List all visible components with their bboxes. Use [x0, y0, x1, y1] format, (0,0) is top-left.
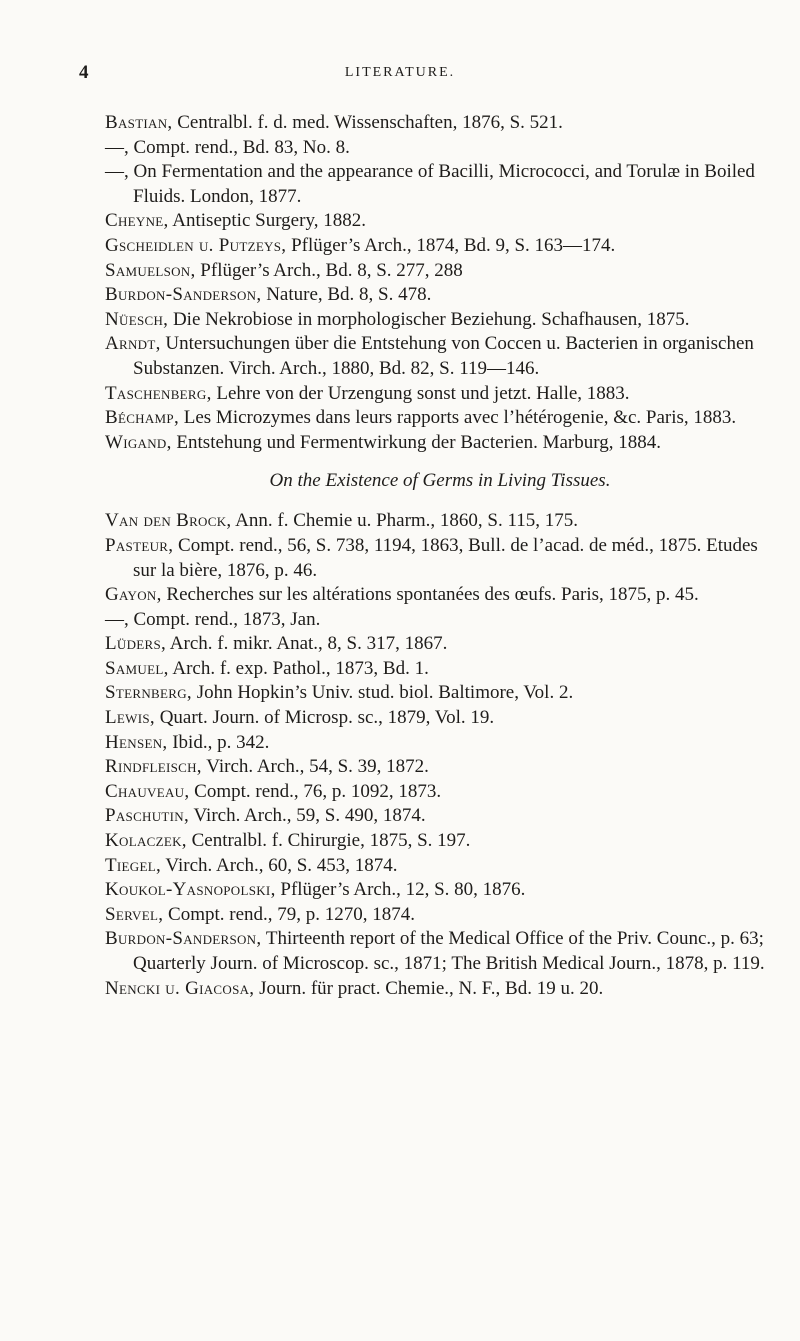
entry-author: Tiegel,	[105, 854, 161, 876]
entry-author: Samuel,	[105, 657, 169, 679]
bibliography-entry	[105, 608, 775, 633]
bibliography-entry	[105, 382, 775, 407]
entry-citation: Arch. f. mikr. Anat., 8, S. 317, 1867.	[166, 633, 448, 655]
entry-author: Van den Brock,	[105, 510, 232, 532]
bibliography-entry	[105, 431, 775, 456]
entry-author: Nencki u. Giacosa,	[105, 977, 255, 999]
entry-author: Gscheidlen u. Putzeys,	[105, 234, 287, 256]
entry-citation: Virch. Arch., 60, S. 453, 1874.	[161, 854, 398, 876]
entry-author: Paschutin,	[105, 805, 190, 827]
entry-author: Bastian,	[105, 112, 173, 133]
entry-author: Servel,	[105, 903, 164, 925]
entry-citation: Journ. für pract. Chemie., N. F., Bd. 19 u. 20.	[254, 977, 604, 999]
bibliography-entry	[105, 332, 775, 381]
entry-citation: Virch. Arch., 59, S. 490, 1874.	[189, 805, 426, 827]
entry-author: Hensen,	[105, 731, 168, 753]
entry-author: Chauveau,	[105, 780, 190, 802]
entry-author: Wigand,	[105, 431, 172, 453]
entry-citation: Virch. Arch., 54, S. 39, 1872.	[201, 756, 429, 778]
entry-citation: Thirteenth report of the Medical Office of the Priv. Counc., p. 63; Quarterly Journ. of Microscop. sc., 1871; The British Medical Journ., 1878, p. 119.	[133, 928, 765, 974]
bibliography-entry	[105, 829, 775, 854]
entry-citation: Compt. rend., 79, p. 1270, 1874.	[163, 903, 416, 925]
bibliography-entry	[105, 534, 775, 583]
bibliography-entry	[105, 706, 775, 731]
entry-author: Burdon-Sanderson,	[105, 928, 262, 950]
entry-citation: Les Microzymes dans leurs rapports avec l’hétérogenie, &c. Paris, 1883.	[179, 407, 737, 429]
section-heading: On the Existence of Germs in Living Tissues.	[269, 470, 611, 492]
entry-citation: Centralbl. f. Chirurgie, 1875, S. 197.	[186, 830, 471, 852]
entry-author: Gayon,	[105, 584, 162, 606]
bibliography-entry	[105, 878, 775, 903]
bibliography-entry	[105, 234, 775, 259]
entry-author: Rindfleisch,	[105, 756, 202, 778]
entry-citation: Untersuchungen über die Entstehung von Coccen u. Bacterien in organischen Substanzen. Virch. Arch., 1880, Bd. 82, S. 119—146.	[133, 333, 754, 379]
entry-author: Burdon-Sanderson,	[105, 284, 262, 306]
entry-citation: —, Compt. rend., Bd. 83, No. 8.	[105, 136, 350, 158]
bibliography-entry	[105, 657, 775, 682]
page-number: 4	[79, 62, 89, 83]
bibliography-entry	[105, 111, 775, 136]
bibliography-entry	[105, 755, 775, 780]
page-header	[0, 62, 800, 88]
entry-citation: Lehre von der Urzengung sonst und jetzt. Halle, 1883.	[211, 382, 630, 404]
entry-citation: Compt. rend., 56, S. 738, 1194, 1863, Bull. de l’acad. de méd., 1875. Etudes sur la bière, 1876, p. 46.	[133, 534, 758, 581]
bibliography	[105, 111, 775, 1001]
entry-author: Lewis,	[105, 707, 155, 729]
bibliography-entry	[105, 583, 775, 608]
bibliography-entry	[105, 903, 775, 928]
entry-author: Lüders,	[105, 633, 167, 655]
bibliography-entry	[105, 927, 775, 976]
entry-citation: —, Compt. rend., 1873, Jan.	[105, 608, 321, 630]
entry-citation: Pflüger’s Arch., 12, S. 80, 1876.	[275, 879, 526, 901]
entry-citation: Ann. f. Chemie u. Pharm., 1860, S. 115, 175.	[231, 510, 579, 532]
entry-citation: Pflüger’s Arch., Bd. 8, S. 277, 288	[195, 259, 463, 281]
bibliography-list-general	[105, 111, 775, 455]
entry-author: Sternberg,	[105, 682, 192, 704]
entry-citation: Antiseptic Surgery, 1882.	[168, 210, 366, 232]
bibliography-entry	[105, 780, 775, 805]
bibliography-entry	[105, 259, 775, 284]
entry-author: Arndt,	[105, 333, 161, 355]
bibliography-entry	[105, 209, 775, 234]
running-title: LITERATURE.	[344, 65, 456, 80]
entry-citation: Compt. rend., 76, p. 1092, 1873.	[189, 780, 442, 802]
entry-author: Pasteur,	[105, 534, 174, 556]
entry-author: Samuelson,	[105, 259, 196, 281]
bibliography-entry	[105, 160, 775, 209]
bibliography-entry	[105, 854, 775, 879]
entry-author: Kolaczek,	[105, 830, 187, 852]
entry-citation: Entstehung und Fermentwirkung der Bacterien. Marburg, 1884.	[171, 431, 661, 453]
entry-citation: Arch. f. exp. Pathol., 1873, Bd. 1.	[168, 657, 429, 679]
bibliography-list-living-tissues	[105, 509, 775, 1001]
entry-author: Nüesch,	[105, 308, 169, 330]
bibliography-entry	[105, 681, 775, 706]
bibliography-entry	[105, 406, 775, 431]
entry-citation: Ibid., p. 342.	[167, 731, 270, 753]
entry-author: Taschenberg,	[105, 382, 212, 404]
entry-author: Cheyne,	[105, 210, 169, 232]
bibliography-entry	[105, 977, 775, 1002]
entry-citation: Recherches sur les altérations spontanées des œufs. Paris, 1875, p. 45.	[161, 584, 699, 606]
entry-citation: John Hopkin’s Univ. stud. biol. Baltimore, Vol. 2.	[191, 682, 574, 704]
entry-citation: Die Nekrobiose in morphologischer Beziehung. Schafhausen, 1875.	[168, 308, 690, 330]
bibliography-entry	[105, 136, 775, 161]
bibliography-entry	[105, 308, 775, 333]
bibliography-entry	[105, 509, 775, 534]
bibliography-entry	[105, 283, 775, 308]
bibliography-entry	[105, 804, 775, 829]
entry-citation: Centralbl. f. d. med. Wissenschaften, 1876, S. 521.	[172, 112, 563, 133]
entry-author: Béchamp,	[105, 407, 179, 429]
entry-author: Koukol-Yasnopolski,	[105, 879, 276, 901]
entry-citation: Nature, Bd. 8, S. 478.	[261, 284, 432, 306]
bibliography-entry	[105, 632, 775, 657]
bibliography-entry	[105, 731, 775, 756]
entry-citation: —, On Fermentation and the appearance of Bacilli, Micrococci, and Torulæ in Boiled Fluids. London, 1877.	[105, 161, 755, 207]
entry-citation: Quart. Journ. of Microsp. sc., 1879, Vol. 19.	[154, 707, 495, 729]
entry-citation: Pflüger’s Arch., 1874, Bd. 9, S. 163—174.	[286, 234, 616, 256]
